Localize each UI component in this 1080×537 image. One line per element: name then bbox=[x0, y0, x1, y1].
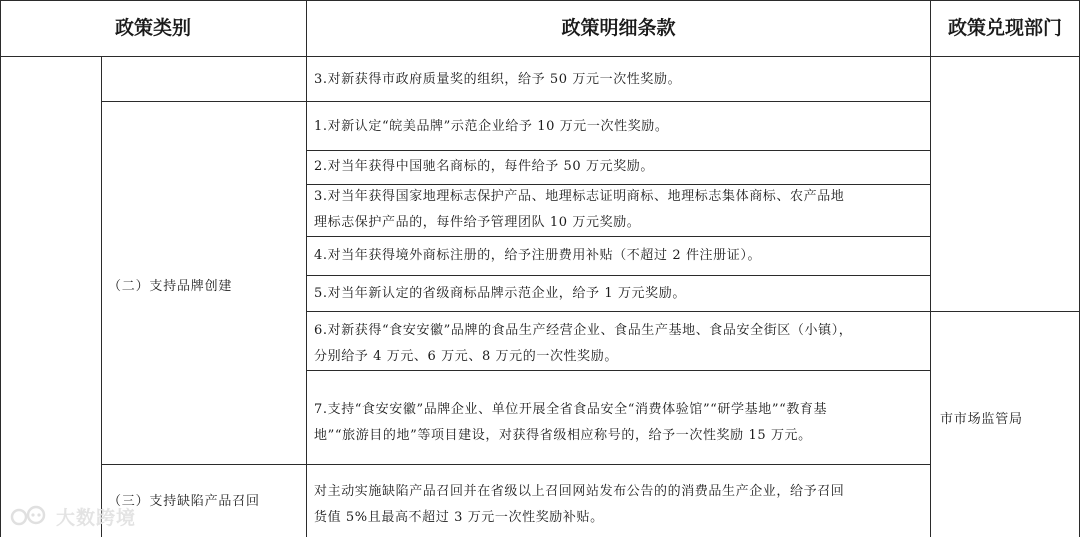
detail-row-food-safety-projects bbox=[314, 397, 924, 449]
detail-row-divider bbox=[306, 370, 931, 371]
detail-row-geo-trademark bbox=[314, 184, 924, 236]
detail-row-divider bbox=[306, 464, 931, 465]
column-divider-department bbox=[930, 0, 931, 537]
detail-line: 分别给予 4 万元、6 万元、8 万元的一次性奖励。 bbox=[314, 349, 618, 364]
detail-row-divider bbox=[306, 311, 931, 312]
watermark-logo-icon bbox=[10, 505, 50, 527]
detail-line: 6.对新获得“食安安徽”品牌的食品生产经营企业、食品生产基地、食品安全街区（小镇）， bbox=[314, 323, 853, 338]
table-border-left bbox=[0, 0, 1, 537]
detail-row-provincial-brand: 5.对当年新认定的省级商标品牌示范企业，给予 1 万元奖励。 bbox=[314, 286, 686, 301]
detail-row-divider bbox=[306, 275, 931, 276]
category-defect-recall: （三）支持缺陷产品召回 bbox=[108, 494, 260, 509]
detail-row-overseas-trademark: 4.对当年获得境外商标注册的，给予注册费用补贴（不超过 2 件注册证）。 bbox=[314, 248, 762, 263]
detail-line: 3.对当年获得国家地理标志保护产品、地理标志证明商标、地理标志集体商标、农产品地 bbox=[314, 189, 845, 204]
category-row-divider bbox=[101, 101, 307, 102]
watermark-text: 大数跨境 bbox=[56, 507, 137, 529]
header-category: 政策类别 bbox=[114, 17, 191, 39]
department-row-divider bbox=[930, 311, 1080, 312]
detail-row-food-safety-brand bbox=[314, 318, 924, 370]
detail-line: 地”“旅游目的地”等项目建设，对获得省级相应称号的，给予一次性奖励 15 万元。 bbox=[314, 428, 812, 443]
header-details: 政策明细条款 bbox=[561, 17, 676, 39]
detail-line: 货值 5%且最高不超过 3 万元一次性奖励补贴。 bbox=[314, 510, 604, 525]
detail-row-famous-trademark: 2.对当年获得中国驰名商标的，每件给予 50 万元奖励。 bbox=[314, 159, 655, 174]
detail-line: 对主动实施缺陷产品召回并在省级以上召回网站发布公告的的消费品生产企业，给予召回 bbox=[314, 484, 845, 499]
department-market-regulation: 市市场监管局 bbox=[940, 412, 1023, 427]
detail-row-divider bbox=[306, 150, 931, 151]
detail-line: 理标志保护产品的，每件给予管理团队 10 万元奖励。 bbox=[314, 215, 641, 230]
category-row-divider bbox=[101, 464, 307, 465]
header-divider bbox=[0, 56, 1080, 57]
detail-row-divider bbox=[306, 101, 931, 102]
detail-row-product-recall bbox=[314, 479, 924, 531]
detail-row-quality-award: 3.对新获得市政府质量奖的组织，给予 50 万元一次性奖励。 bbox=[314, 72, 682, 87]
header-department: 政策兑现部门 bbox=[947, 17, 1062, 39]
detail-row-divider bbox=[306, 236, 931, 237]
column-divider-category bbox=[306, 0, 307, 537]
detail-line: 7.支持“食安安徽”品牌企业、单位开展全省食品安全“消费体验馆”“研学基地”“教育基 bbox=[314, 402, 828, 417]
detail-row-brand-enterprise: 1.对新认定“皖美品牌”示范企业给予 10 万元一次性奖励。 bbox=[314, 119, 669, 134]
category-brand-building: （二）支持品牌创建 bbox=[108, 279, 233, 294]
